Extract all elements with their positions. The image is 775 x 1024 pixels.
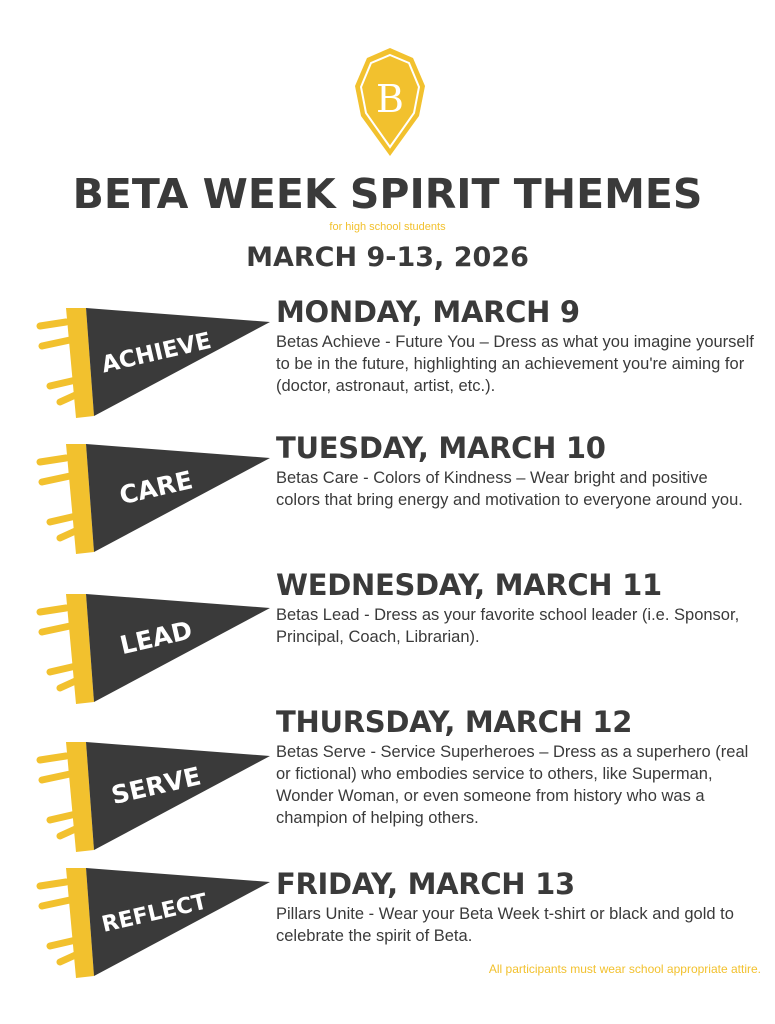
- logo-letter: B: [376, 77, 404, 121]
- day-heading: THURSDAY, MARCH 12: [276, 705, 633, 739]
- pennant-label: LEAD: [117, 615, 195, 661]
- pennant-label: CARE: [116, 465, 196, 511]
- day-heading: WEDNESDAY, MARCH 11: [276, 568, 662, 602]
- pennant-lead: [36, 586, 272, 710]
- attire-note: All participants must wear school appropriate attire.: [488, 962, 761, 976]
- day-friday: [276, 865, 756, 947]
- day-description: Betas Serve - Service Superheroes – Dress as a superhero (real or fictional) who embodies service to others, like Superman, Wonder Woman, or even someone from history who was a champion of helping others.: [276, 743, 749, 827]
- day-heading: TUESDAY, MARCH 10: [276, 431, 606, 465]
- pennant-label: REFLECT: [99, 889, 210, 938]
- beta-crest-logo: [353, 46, 427, 158]
- day-tuesday: [276, 429, 756, 511]
- day-heading: FRIDAY, MARCH 13: [276, 867, 575, 901]
- pennant-serve: [36, 734, 272, 858]
- day-description: Betas Lead - Dress as your favorite school leader (i.e. Sponsor, Principal, Coach, Librarian).: [276, 606, 740, 646]
- day-description: Betas Achieve - Future You – Dress as what you imagine yourself to be in the future, highlighting an achievement you're aiming for (doctor, astronaut, artist, etc.).: [276, 333, 754, 395]
- pennant-label: ACHIEVE: [99, 327, 214, 379]
- pennant-achieve: [36, 300, 272, 424]
- day-thursday: [276, 703, 756, 829]
- day-wednesday: [276, 566, 756, 648]
- day-description: Pillars Unite - Wear your Beta Week t-shirt or black and gold to celebrate the spirit of Beta.: [276, 905, 734, 945]
- page-title: BETA WEEK SPIRIT THEMES: [72, 170, 703, 218]
- event-dates: MARCH 9-13, 2026: [246, 242, 529, 273]
- pennant-label: SERVE: [108, 761, 204, 811]
- day-heading: MONDAY, MARCH 9: [276, 295, 580, 329]
- page-subtitle: for high school students: [329, 221, 446, 233]
- pennant-reflect: [36, 860, 272, 984]
- day-monday: [276, 293, 756, 397]
- day-description: Betas Care - Colors of Kindness – Wear bright and positive colors that bring energy and motivation to everyone around you.: [276, 469, 743, 509]
- pennant-care: [36, 436, 272, 560]
